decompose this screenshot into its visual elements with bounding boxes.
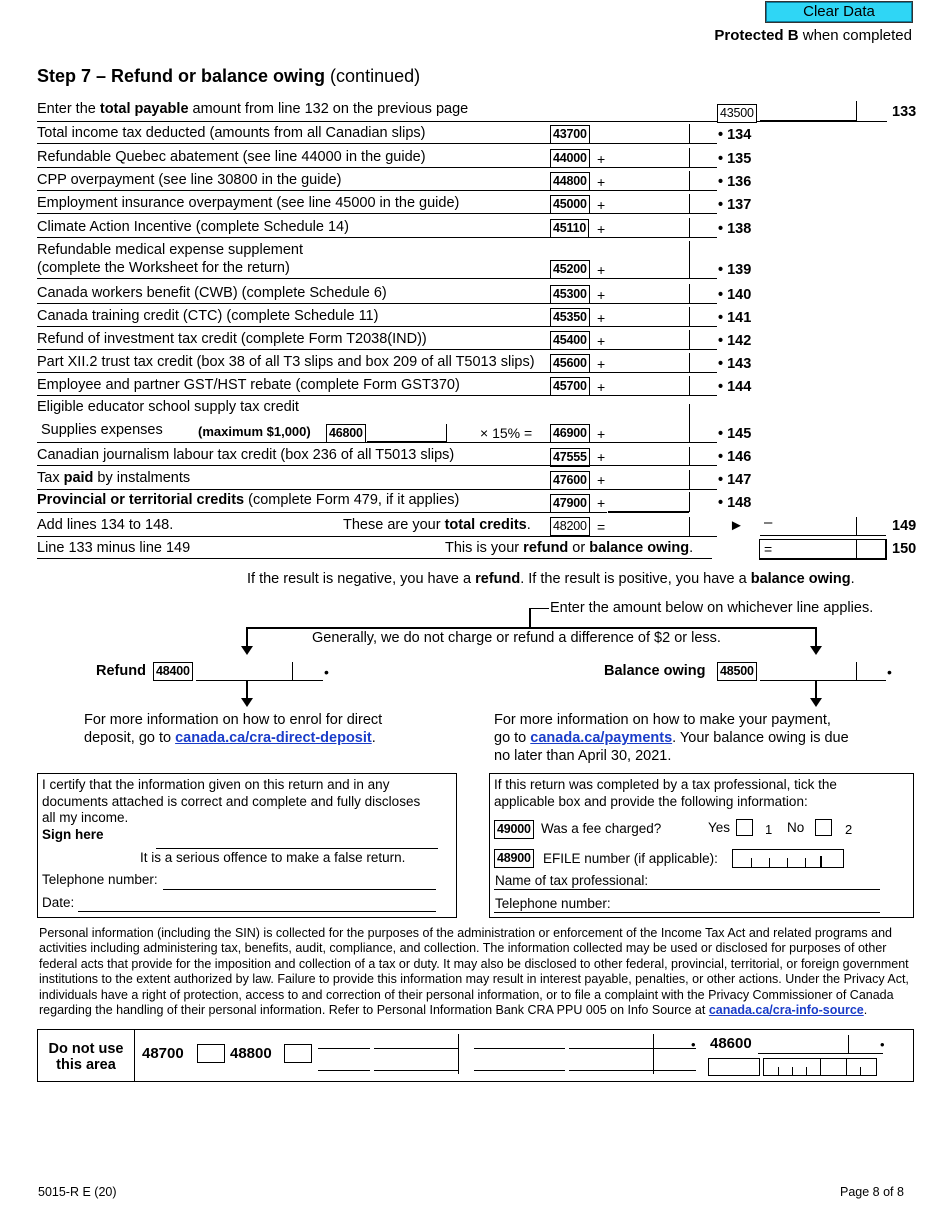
dnu-dot2: • xyxy=(880,1037,885,1052)
line-145-number: • 145 xyxy=(718,426,752,442)
refund-info-line1: For more information on how to enrol for direct xyxy=(84,712,383,728)
line-137-label: Employment insurance overpayment (see line 45000 in the guide) xyxy=(37,195,460,211)
signature-input[interactable] xyxy=(38,830,456,848)
line-139-rule xyxy=(37,278,717,279)
line-134-label: Total income tax deducted (amounts from all Canadian slips) xyxy=(37,125,426,141)
clear-data-button[interactable]: Clear Data xyxy=(765,1,913,23)
line-141-plus: + xyxy=(597,310,606,326)
line-142-code: 45400 xyxy=(550,331,590,350)
dnu-field-line xyxy=(649,1048,696,1049)
dnu-field-line xyxy=(374,1048,458,1049)
line-142-plus: + xyxy=(597,333,606,349)
certify-text: I certify that the information given on this return and in any documents attached is correct and complete and fully discloses all my income. Sign here xyxy=(42,777,421,842)
dnu-field-line xyxy=(318,1048,370,1049)
yes-number: 1 xyxy=(765,822,773,837)
line-149-cents-sep xyxy=(856,517,857,536)
line-150-amount-input[interactable] xyxy=(759,539,887,560)
supplies-expenses-input[interactable] xyxy=(367,424,447,442)
refund-cents-sep xyxy=(292,662,293,680)
flow-connector-horizontal xyxy=(246,627,817,629)
line-137-plus: + xyxy=(597,197,606,213)
line-149-amount-rule xyxy=(760,535,886,536)
line-144-amount-input[interactable] xyxy=(608,376,689,395)
refund-arrow2-line xyxy=(246,681,248,699)
efile-number-input[interactable] xyxy=(732,849,844,868)
direct-deposit-link[interactable]: canada.ca/cra-direct-deposit xyxy=(175,730,372,746)
do-not-use-area xyxy=(37,1029,914,1082)
line-145-code1: 46800 xyxy=(326,424,366,443)
dnu-field-line xyxy=(649,1070,696,1071)
line-134-amount-input[interactable] xyxy=(608,124,689,143)
professional-telephone-input[interactable] xyxy=(620,894,880,912)
line-141-number: • 141 xyxy=(718,310,752,326)
balance-arrow2-head xyxy=(810,698,822,707)
dnu-code-48700: 48700 xyxy=(142,1045,184,1062)
line-140-sep xyxy=(689,284,690,303)
line-148-plus: + xyxy=(597,495,606,511)
line-145-rule xyxy=(37,442,717,443)
page-number: Page 8 of 8 xyxy=(840,1185,904,1199)
dnu-field-line xyxy=(374,1070,458,1071)
professional-text: If this return was completed by a tax professional, tick the applicable box and provide the following information: xyxy=(494,777,837,809)
balance-amount-rule xyxy=(760,680,886,681)
line-137-code: 45000 xyxy=(550,195,590,214)
line-138-code: 45110 xyxy=(550,219,589,238)
dnu-code-48800: 48800 xyxy=(230,1045,272,1062)
line-143-rule xyxy=(37,372,717,373)
line-139-amount-input[interactable] xyxy=(608,241,689,278)
line-144-sep xyxy=(689,376,690,395)
offence-text: It is a serious offence to make a false return. xyxy=(140,850,406,865)
line-146-amount-input[interactable] xyxy=(608,447,689,465)
line-144-label: Employee and partner GST/HST rebate (complete Form GST370) xyxy=(37,377,460,393)
line-140-rule xyxy=(37,303,717,304)
date-label: Date: xyxy=(42,895,75,910)
protected-notice: Protected B when completed xyxy=(714,27,912,44)
certification-box xyxy=(37,773,457,918)
professional-name-line xyxy=(494,889,880,890)
dnu-field-line xyxy=(513,1048,565,1049)
line-137-rule xyxy=(37,213,717,214)
professional-telephone-label: Telephone number: xyxy=(495,896,611,911)
generally-text: Generally, we do not charge or refund a difference of $2 or less. xyxy=(312,630,721,646)
line-148-label: Provincial or territorial credits (complete Form 479, if it applies) xyxy=(37,492,460,508)
dnu-code-48600: 48600 xyxy=(710,1035,752,1052)
line-138-plus: + xyxy=(597,221,606,237)
form-number: 5015-R E (20) xyxy=(38,1185,117,1199)
professional-telephone-line xyxy=(494,912,880,913)
line-135-amount-input[interactable] xyxy=(608,148,689,167)
dnu-box-b xyxy=(763,1058,877,1076)
balance-arrow2-line xyxy=(815,681,817,699)
flow-connector-top xyxy=(529,608,549,609)
refund-dot: • xyxy=(324,664,329,680)
line-141-code: 45350 xyxy=(550,308,590,327)
line-137-number: • 137 xyxy=(718,197,752,213)
line-138-sep xyxy=(689,218,690,237)
refund-label: Refund xyxy=(96,663,146,679)
line-135-sep xyxy=(689,148,690,167)
dnu-box-a xyxy=(708,1058,760,1076)
balance-cents-sep xyxy=(856,662,857,680)
line-149-minus: – xyxy=(764,514,773,531)
dnu-dot1: • xyxy=(691,1037,696,1052)
line-142-amount-input[interactable] xyxy=(608,330,689,349)
line-149-label: Add lines 134 to 148. xyxy=(37,517,174,533)
line-150-number: 150 xyxy=(892,541,917,557)
dnu-box-48700 xyxy=(197,1044,225,1063)
line-143-sep xyxy=(689,353,690,372)
line-150-cents-sep xyxy=(856,540,857,558)
line-145-sep1 xyxy=(446,424,447,441)
fee-code: 49000 xyxy=(494,820,534,839)
refund-amount-rule xyxy=(196,680,323,681)
dnu-field-line xyxy=(318,1070,370,1071)
line-146-plus: + xyxy=(597,449,606,465)
dnu-field-sep xyxy=(653,1034,654,1074)
line-134-rule xyxy=(37,143,717,144)
line-134-code: 43700 xyxy=(550,125,590,144)
line-136-code: 44800 xyxy=(550,172,590,191)
line-135-code: 44000 xyxy=(550,149,590,168)
yes-label: Yes xyxy=(708,820,731,835)
line-144-number: • 144 xyxy=(718,379,752,395)
line-145-amount-input[interactable] xyxy=(608,424,689,441)
line-139-sep xyxy=(689,241,690,278)
line-149-number: 149 xyxy=(892,518,917,534)
line-148-number: • 148 xyxy=(718,495,752,511)
line-149-equals: = xyxy=(597,519,606,535)
refund-info xyxy=(84,711,382,747)
certify-telephone-line xyxy=(163,889,436,890)
line-136-amount-input[interactable] xyxy=(608,171,689,190)
balance-owing-label: Balance owing xyxy=(604,663,706,679)
line-135-label: Refundable Quebec abatement (see line 44000 in the guide) xyxy=(37,149,426,165)
line-149-arrow: ► xyxy=(729,517,744,534)
line-148-double-rule xyxy=(608,511,689,513)
fee-yes-checkbox[interactable] xyxy=(736,819,753,836)
line-147-code: 47600 xyxy=(550,471,590,490)
tax-professional-box xyxy=(489,773,914,918)
line-150-rule xyxy=(37,558,712,559)
balance-arrow-line xyxy=(815,627,817,647)
fee-label: Was a fee charged? xyxy=(541,821,662,836)
efile-label: EFILE number (if applicable): xyxy=(543,851,718,866)
dnu-field-line xyxy=(513,1070,565,1071)
line-133-label: Enter the total payable amount from line 132 on the previous page xyxy=(37,101,469,117)
line-147-plus: + xyxy=(597,472,606,488)
sign-here-label: Sign here xyxy=(42,826,104,842)
line-145-sep2 xyxy=(689,404,690,442)
fee-no-checkbox[interactable] xyxy=(815,819,832,836)
line-147-sep xyxy=(689,470,690,489)
balance-info-line2: go to canada.ca/payments. Your balance owing is due xyxy=(494,730,849,746)
line-144-plus: + xyxy=(597,379,606,395)
efile-code: 48900 xyxy=(494,849,534,868)
professional-name-input[interactable] xyxy=(660,871,880,889)
line-139-code: 45200 xyxy=(550,260,590,279)
line-148-sep xyxy=(689,492,690,512)
dnu-field-sep xyxy=(458,1034,459,1074)
line-143-label: Part XII.2 trust tax credit (box 38 of all T3 slips and box 209 of all T5013 slips) xyxy=(37,354,535,370)
date-input[interactable] xyxy=(78,894,436,911)
line-150-refund-text: This is your refund or balance owing. xyxy=(445,540,694,556)
line-145-max: (maximum $1,000) xyxy=(198,424,311,439)
line-133-number: 133 xyxy=(892,104,917,120)
dnu-48600-line xyxy=(758,1053,883,1054)
line-139-label-2: (complete the Worksheet for the return) xyxy=(37,260,290,276)
line-140-amount-input[interactable] xyxy=(608,284,689,303)
line-133-amount-input[interactable] xyxy=(760,101,856,121)
line-135-rule xyxy=(37,167,717,168)
line-139-number: • 139 xyxy=(718,262,752,278)
line-139-plus: + xyxy=(597,262,606,278)
line-137-amount-input[interactable] xyxy=(608,194,689,213)
line-138-amount-input[interactable] xyxy=(608,218,689,237)
privacy-notice: Personal information (including the SIN) is collected for the purposes of the administration or enforcement of the Income Tax Act and related programs and activities including administering tax, benefits, audit, compliance, and collection. The information collected may be used or disclosed for purposes of other federal acts that provide for the imposition and collection of a tax or duty. It may also be disclosed to other federal, provincial, territorial, or foreign government institutions to the extent authorized by law. Failure to provide this information may result in interest payable, penalties, or other actions. Under the Privacy Act, individuals have a right of protection, access to and correction of their personal information, or to file a complaint with the Privacy Commissioner of Canada regarding the handling of their personal information. Refer to Personal Information Bank CRA PPU 005 on Info Source at canada.ca/cra-info-source. xyxy=(39,926,909,1018)
line-141-sep xyxy=(689,307,690,326)
line-146-code: 47555 xyxy=(550,448,590,467)
line-135-number: • 135 xyxy=(718,151,752,167)
line-147-label: Tax paid by instalments xyxy=(37,470,191,486)
line-136-plus: + xyxy=(597,174,606,190)
dnu-field-line xyxy=(569,1070,653,1071)
balance-dot: • xyxy=(887,664,892,680)
flow-connector-vertical xyxy=(529,608,531,628)
line-142-sep xyxy=(689,330,690,349)
line-146-label: Canadian journalism labour tax credit (box 236 of all T5013 slips) xyxy=(37,447,455,463)
no-label: No xyxy=(787,820,805,835)
line-145-label: Eligible educator school supply tax credit xyxy=(37,399,299,415)
no-number: 2 xyxy=(845,822,853,837)
page-title: Step 7 – Refund or balance owing (continued) xyxy=(37,66,421,86)
refund-arrow2-head xyxy=(241,698,253,707)
line-147-number: • 147 xyxy=(718,472,752,488)
line-136-sep xyxy=(689,171,690,190)
payments-link[interactable]: canada.ca/payments xyxy=(530,730,673,746)
line-133-sep xyxy=(856,101,857,121)
line-150-equals: = xyxy=(764,541,773,557)
refund-info-line2: deposit, go to canada.ca/cra-direct-deposit. xyxy=(84,730,376,746)
line-142-label: Refund of investment tax credit (complete Form T2038(IND)) xyxy=(37,331,427,347)
info-source-link[interactable]: canada.ca/cra-info-source xyxy=(708,1003,864,1018)
line-147-amount-input[interactable] xyxy=(608,470,689,489)
line-149-rule xyxy=(37,536,717,537)
dnu-48600-sep xyxy=(848,1035,849,1053)
line-148-amount-input[interactable] xyxy=(608,492,689,510)
line-146-rule xyxy=(37,465,717,466)
balance-arrow-head xyxy=(810,646,822,655)
enter-below-text: Enter the amount below on whichever line applies. xyxy=(550,600,874,616)
line-144-code: 45700 xyxy=(550,377,590,396)
line-137-sep xyxy=(689,194,690,213)
balance-owing-code: 48500 xyxy=(717,662,757,681)
line-134-sep xyxy=(689,124,690,143)
signature-line xyxy=(156,848,438,849)
balance-info xyxy=(494,711,849,765)
line-140-number: • 140 xyxy=(718,287,752,303)
line-136-number: • 136 xyxy=(718,174,752,190)
line-147-rule xyxy=(37,489,717,490)
line-149-sep xyxy=(689,517,690,536)
line-146-number: • 146 xyxy=(718,449,752,465)
line-145-plus: + xyxy=(597,426,606,442)
line-149-amount-input[interactable] xyxy=(777,517,856,535)
line-149-code: 48200 xyxy=(550,517,590,536)
line-133-rule xyxy=(37,121,887,122)
line-145-code2: 46900 xyxy=(550,424,590,443)
do-not-use-label: Do not use this area xyxy=(38,1030,135,1081)
line-140-label: Canada workers benefit (CWB) (complete Schedule 6) xyxy=(37,285,387,301)
line-141-rule xyxy=(37,326,717,327)
line-138-rule xyxy=(37,237,717,238)
certify-telephone-input[interactable] xyxy=(163,871,436,889)
line-144-rule xyxy=(37,395,717,396)
line-142-number: • 142 xyxy=(718,333,752,349)
date-line xyxy=(78,911,436,912)
line-134-number: • 134 xyxy=(718,127,752,143)
line-135-plus: + xyxy=(597,151,606,167)
line-146-sep xyxy=(689,447,690,465)
refund-arrow-head xyxy=(241,646,253,655)
balance-info-line1: For more information on how to make your payment, xyxy=(494,712,831,728)
balance-owing-amount-input[interactable] xyxy=(760,662,856,680)
line-141-label: Canada training credit (CTC) (complete Schedule 11) xyxy=(37,308,379,324)
refund-code: 48400 xyxy=(153,662,193,681)
line-148-rule xyxy=(37,512,607,513)
dnu-field-line xyxy=(569,1048,653,1049)
refund-arrow-line xyxy=(246,627,248,647)
line-143-number: • 143 xyxy=(718,356,752,372)
line-150-label: Line 133 minus line 149 xyxy=(37,540,191,556)
line-149-total-text: These are your total credits. xyxy=(343,517,531,533)
line-138-label: Climate Action Incentive (complete Schedule 14) xyxy=(37,219,349,235)
line-136-label: CPP overpayment (see line 30800 in the guide) xyxy=(37,172,342,188)
line-133-code: 43500 xyxy=(717,104,757,123)
line-145-sub-label: Supplies expenses xyxy=(41,422,163,438)
line-140-plus: + xyxy=(597,287,606,303)
balance-info-line3: no later than April 30, 2021. xyxy=(494,748,672,764)
line-148-code: 47900 xyxy=(550,494,590,513)
certify-telephone-label: Telephone number: xyxy=(42,872,158,887)
line-140-code: 45300 xyxy=(550,285,590,304)
line-143-plus: + xyxy=(597,356,606,372)
line-136-rule xyxy=(37,190,717,191)
professional-name-label: Name of tax professional: xyxy=(495,873,649,888)
line-143-code: 45600 xyxy=(550,354,590,373)
result-explanation: If the result is negative, you have a refund. If the result is positive, you have a balance owing. xyxy=(247,571,855,587)
line-138-number: • 138 xyxy=(718,221,752,237)
line-145-multiplier: × 15% = xyxy=(480,425,533,441)
line-141-amount-input[interactable] xyxy=(608,307,689,326)
line-139-label: Refundable medical expense supplement xyxy=(37,242,304,258)
line-142-rule xyxy=(37,349,717,350)
refund-amount-input[interactable] xyxy=(196,662,292,680)
dnu-box-48800 xyxy=(284,1044,312,1063)
line-143-amount-input[interactable] xyxy=(608,353,689,372)
